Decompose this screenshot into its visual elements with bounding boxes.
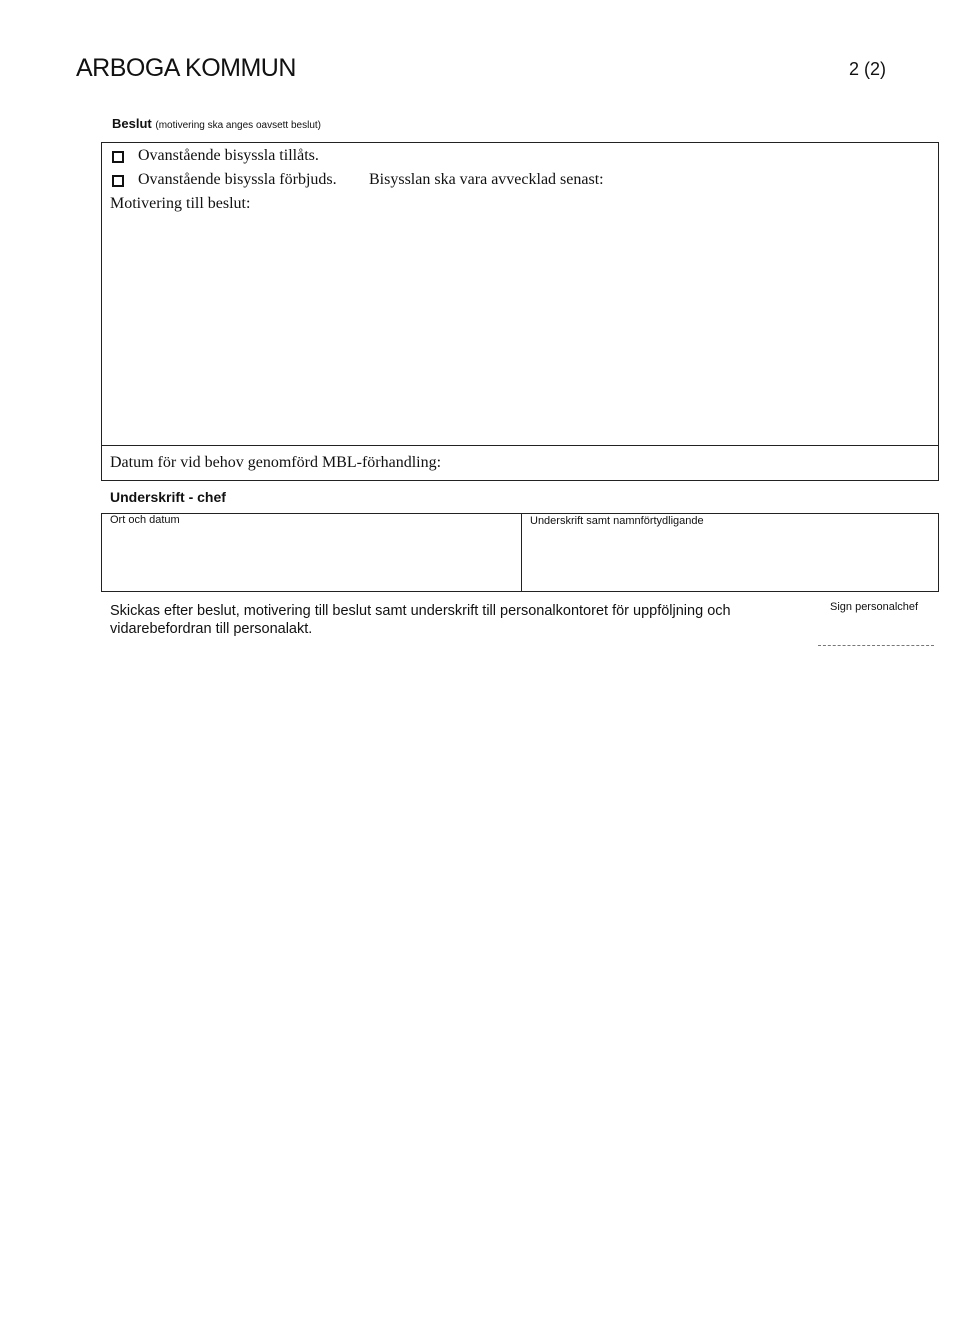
signature-box bbox=[101, 513, 939, 592]
decision-heading-title: Beslut bbox=[112, 116, 152, 131]
forbidden-option-label: Ovanstående bisyssla förbjuds. bbox=[138, 171, 337, 188]
allowed-option-label: Ovanstående bisyssla tillåts. bbox=[138, 147, 319, 164]
decision-heading-note: (motivering ska anges oavsett beslut) bbox=[155, 120, 321, 131]
motivation-label: Motivering till beslut: bbox=[110, 195, 251, 212]
instructions-line-1: Skickas efter beslut, motivering till beslut samt underskrift till personalkontoret för uppföljning och bbox=[110, 603, 731, 619]
organization-name: ARBOGA KOMMUN bbox=[76, 54, 296, 82]
forbidden-checkbox[interactable] bbox=[112, 175, 124, 187]
signature-divider bbox=[521, 513, 522, 592]
place-date-label: Ort och datum bbox=[110, 514, 180, 526]
page-number: 2 (2) bbox=[849, 59, 887, 79]
decision-heading bbox=[112, 116, 321, 131]
instructions-line-2: vidarebefordran till personalakt. bbox=[110, 621, 313, 637]
instructions-text bbox=[110, 602, 790, 638]
mbl-divider bbox=[101, 445, 939, 446]
sign-hr-label: Sign personalchef bbox=[830, 601, 919, 613]
signature-label: Underskrift samt namnförtydligande bbox=[530, 515, 704, 527]
allowed-checkbox[interactable] bbox=[112, 151, 124, 163]
decision-box bbox=[101, 142, 939, 481]
sign-hr-line bbox=[818, 645, 934, 646]
mbl-date-label: Datum för vid behov genomförd MBL-förhandling: bbox=[110, 454, 442, 471]
signature-heading: Underskrift - chef bbox=[110, 489, 226, 505]
phase-out-label: Bisysslan ska vara avvecklad senast: bbox=[369, 171, 604, 188]
